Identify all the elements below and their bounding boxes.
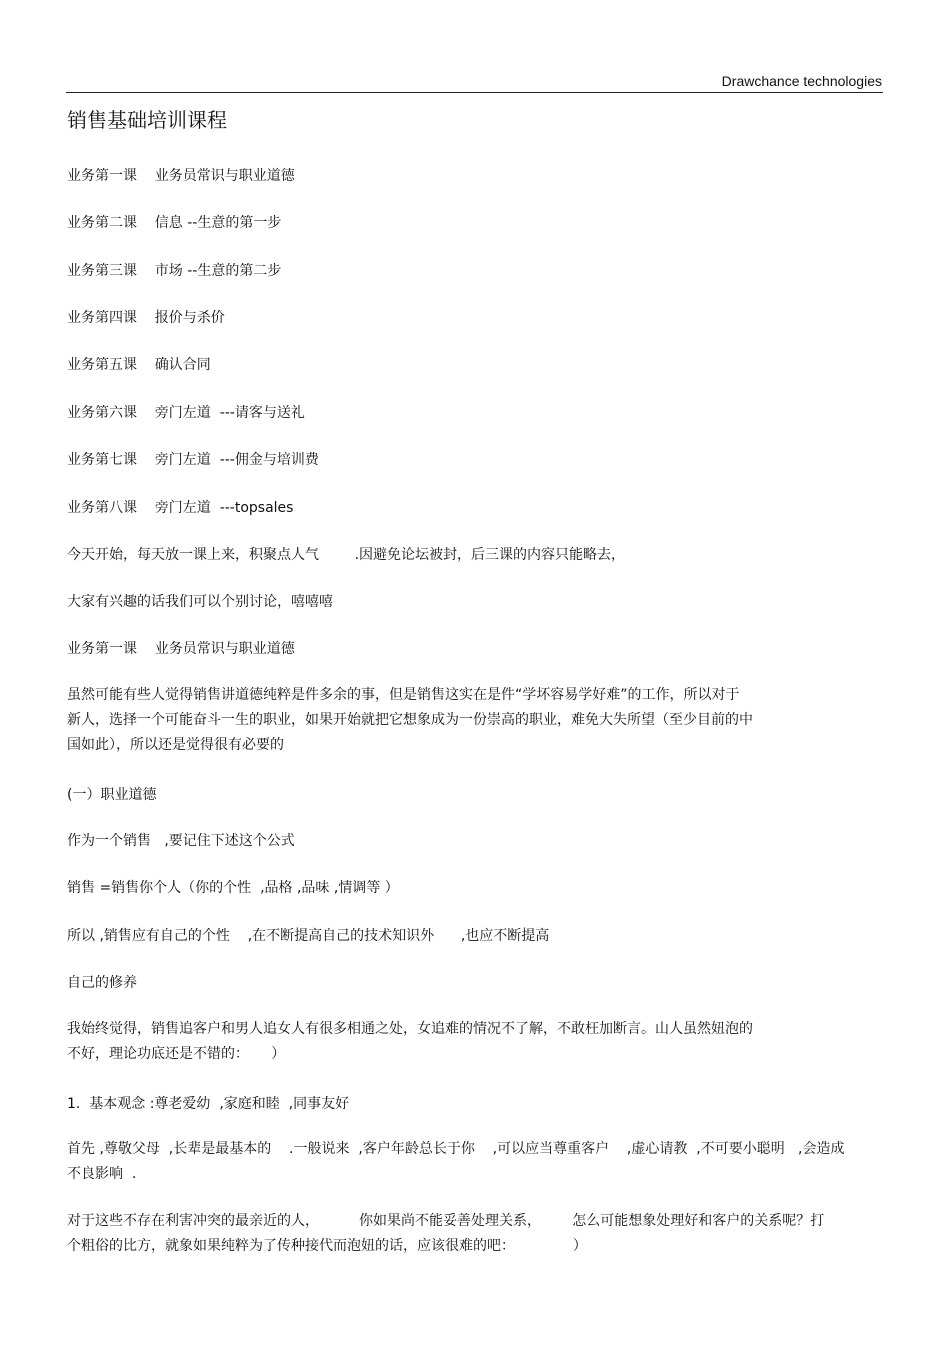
improve-line-2: 自己的修养 bbox=[67, 975, 137, 991]
lesson-item-3: 业务第三课 市场 --生意的第二步 bbox=[67, 263, 282, 279]
lesson-item-8: 业务第八课 旁门左道 ---topsales bbox=[67, 500, 294, 516]
paragraph-line: 国如此），所以还是觉得很有必要的 bbox=[67, 737, 284, 753]
page-title: 销售基础培训课程 bbox=[67, 108, 227, 132]
paragraph-line: 不好，理论功底还是不错的： ） bbox=[67, 1046, 286, 1062]
lesson-item-7: 业务第七课 旁门左道 ---佣金与培训费 bbox=[67, 452, 319, 468]
lesson-item-2: 业务第二课 信息 --生意的第一步 bbox=[67, 215, 282, 231]
intro-paragraph-2: 大家有兴趣的话我们可以个别讨论，嘻嘻嘻 bbox=[67, 594, 333, 610]
intro-paragraph-1: 今天开始，每天放一课上来，积聚点人气 .因避免论坛被封，后三课的内容只能略去， bbox=[67, 547, 626, 563]
paragraph-line: 虽然可能有些人觉得销售讲道德纯粹是件多余的事，但是销售这实在是件“学坏容易学好难”的工作，所以对于 bbox=[67, 687, 740, 703]
ethics-paragraph bbox=[67, 683, 882, 758]
lesson1-heading: 业务第一课 业务员常识与职业道德 bbox=[67, 641, 295, 657]
lesson-item-1: 业务第一课 业务员常识与职业道德 bbox=[67, 168, 295, 184]
paragraph-line: 新人，选择一个可能奋斗一生的职业，如果开始就把它想象成为一份崇高的职业，难免大失所望（至少目前的中 bbox=[67, 712, 753, 728]
paragraph-line: 我始终觉得，销售追客户和男人追女人有很多相通之处，女追难的情况不了解，不敢枉加断言。山人虽然妞泡的 bbox=[67, 1021, 753, 1037]
paragraph-line: 对于这些不存在利害冲突的最亲近的人， 你如果尚不能妥善处理关系， 怎么可能想象处理好和客户的关系呢？打 bbox=[67, 1213, 825, 1229]
section-heading-ethics: (一）职业道德 bbox=[67, 787, 157, 803]
header-brand: Drawchance technologies bbox=[721, 73, 882, 89]
paragraph-line: 首先 ,尊敬父母 ,长辈是最基本的 .一般说来 ,客户年龄总长于你 ,可以应当尊重客户 ,虚心请教 ,不可要小聪明 ,会造成 bbox=[67, 1141, 845, 1157]
respect-paragraph bbox=[67, 1137, 882, 1187]
chase-paragraph bbox=[67, 1017, 882, 1067]
formula-line: 销售 =销售你个人（你的个性 ,品格 ,品味 ,情调等 ） bbox=[67, 880, 399, 896]
lesson-item-6: 业务第六课 旁门左道 ---请客与送礼 bbox=[67, 405, 305, 421]
header-rule bbox=[66, 92, 883, 93]
paragraph-line: 个粗俗的比方，就象如果纯粹为了传种接代而泡妞的话，应该很难的吧： ） bbox=[67, 1238, 587, 1254]
paragraph-line: 不良影响 . bbox=[67, 1166, 137, 1182]
lesson-item-4: 业务第四课 报价与杀价 bbox=[67, 310, 225, 326]
point-basic-concepts: 1. 基本观念 :尊老爱幼 ,家庭和睦 ,同事友好 bbox=[67, 1096, 350, 1112]
relations-paragraph bbox=[67, 1209, 882, 1259]
improve-line-1: 所以 ,销售应有自己的个性 ,在不断提高自己的技术知识外 ,也应不断提高 bbox=[67, 928, 550, 944]
lesson-item-5: 业务第五课 确认合同 bbox=[67, 357, 211, 373]
formula-intro: 作为一个销售 ,要记住下述这个公式 bbox=[67, 833, 295, 849]
